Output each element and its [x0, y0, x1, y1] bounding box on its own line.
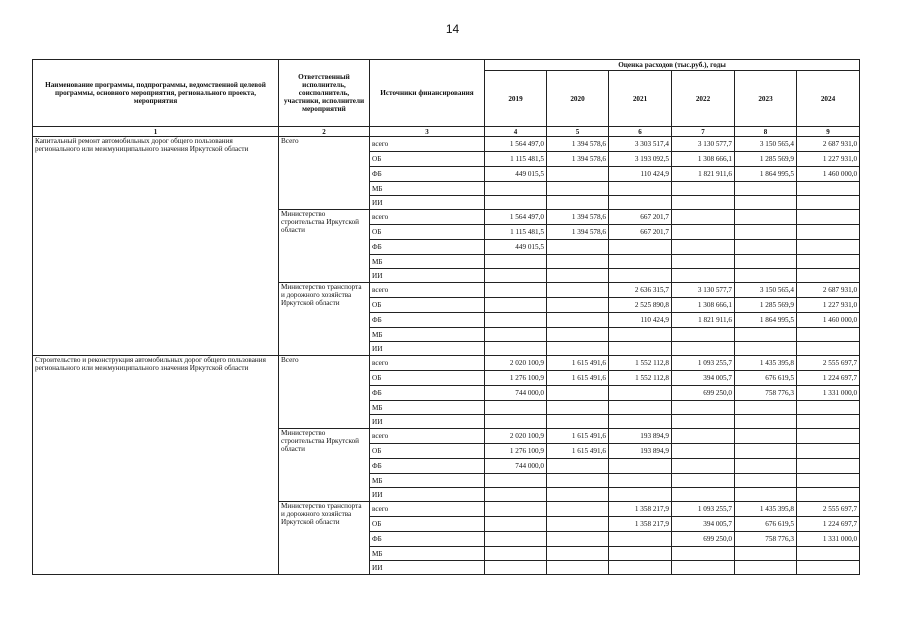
- amount-cell: 744 000,0: [485, 386, 547, 401]
- amount-cell: [735, 269, 797, 283]
- funding-source: ФБ: [370, 386, 485, 401]
- amount-cell: 3 150 565,4: [735, 283, 797, 298]
- amount-cell: [797, 547, 860, 561]
- amount-cell: [735, 474, 797, 488]
- amount-cell: 110 424,9: [609, 167, 672, 182]
- amount-cell: [547, 298, 609, 313]
- amount-cell: 1 864 995,5: [735, 167, 797, 182]
- amount-cell: [609, 459, 672, 474]
- amount-cell: [797, 474, 860, 488]
- amount-cell: [609, 255, 672, 269]
- amount-cell: [547, 342, 609, 356]
- column-number: 3: [370, 127, 485, 137]
- amount-cell: [797, 342, 860, 356]
- amount-cell: [485, 415, 547, 429]
- amount-cell: [485, 561, 547, 575]
- amount-cell: [672, 342, 735, 356]
- funding-source: ОБ: [370, 517, 485, 532]
- amount-cell: 2 020 100,9: [485, 356, 547, 371]
- executor-name: Министерство строительства Иркутской области: [279, 210, 370, 283]
- amount-cell: 1 821 911,6: [672, 313, 735, 328]
- amount-cell: [672, 547, 735, 561]
- amount-cell: 1 615 491,6: [547, 371, 609, 386]
- amount-cell: 1 394 578,6: [547, 137, 609, 152]
- amount-cell: [547, 255, 609, 269]
- funding-source: МБ: [370, 547, 485, 561]
- amount-cell: [797, 561, 860, 575]
- funding-source: ФБ: [370, 459, 485, 474]
- amount-cell: 1 435 395,8: [735, 356, 797, 371]
- amount-cell: [547, 415, 609, 429]
- amount-cell: 3 193 092,5: [609, 152, 672, 167]
- header-year: 2024: [797, 71, 860, 127]
- amount-cell: [485, 488, 547, 502]
- amount-cell: [797, 488, 860, 502]
- amount-cell: [547, 401, 609, 415]
- amount-cell: 394 005,7: [672, 517, 735, 532]
- amount-cell: [485, 182, 547, 196]
- funding-source: ИИ: [370, 196, 485, 210]
- amount-cell: [547, 196, 609, 210]
- header-year: 2022: [672, 71, 735, 127]
- funding-source: ИИ: [370, 269, 485, 283]
- amount-cell: [547, 283, 609, 298]
- table-row: [33, 356, 860, 371]
- header-source: Источники финансирования: [370, 60, 485, 127]
- amount-cell: [547, 182, 609, 196]
- amount-cell: 3 303 517,4: [609, 137, 672, 152]
- amount-cell: 1 115 481,5: [485, 225, 547, 240]
- amount-cell: 667 201,7: [609, 225, 672, 240]
- amount-cell: [735, 561, 797, 575]
- amount-cell: [485, 298, 547, 313]
- amount-cell: [672, 401, 735, 415]
- amount-cell: 676 619,5: [735, 371, 797, 386]
- amount-cell: [672, 415, 735, 429]
- amount-cell: 1 227 931,0: [797, 152, 860, 167]
- amount-cell: 1 394 578,6: [547, 225, 609, 240]
- amount-cell: [485, 196, 547, 210]
- amount-cell: [609, 488, 672, 502]
- funding-source: ИИ: [370, 488, 485, 502]
- amount-cell: 1 552 112,8: [609, 371, 672, 386]
- amount-cell: 1 308 666,1: [672, 152, 735, 167]
- amount-cell: [797, 182, 860, 196]
- amount-cell: 1 227 931,0: [797, 298, 860, 313]
- executor-name: Министерство транспорта и дорожного хозяйства Иркутской области: [279, 502, 370, 575]
- header-year: 2019: [485, 71, 547, 127]
- amount-cell: 110 424,9: [609, 313, 672, 328]
- column-number: 2: [279, 127, 370, 137]
- amount-cell: 2 636 315,7: [609, 283, 672, 298]
- amount-cell: [547, 313, 609, 328]
- amount-cell: [735, 255, 797, 269]
- amount-cell: 1 285 569,9: [735, 152, 797, 167]
- amount-cell: [797, 225, 860, 240]
- funding-source: ФБ: [370, 532, 485, 547]
- funding-source: МБ: [370, 474, 485, 488]
- amount-cell: [547, 386, 609, 401]
- amount-cell: [485, 328, 547, 342]
- amount-cell: [797, 196, 860, 210]
- amount-cell: 394 005,7: [672, 371, 735, 386]
- amount-cell: 699 250,0: [672, 532, 735, 547]
- amount-cell: [672, 561, 735, 575]
- amount-cell: 1 460 000,0: [797, 167, 860, 182]
- amount-cell: 667 201,7: [609, 210, 672, 225]
- amount-cell: [797, 255, 860, 269]
- amount-cell: [672, 210, 735, 225]
- program-name: Строительство и реконструкция автомобильных дорог общего пользования регионального или межмуниципального значения Иркутской области: [33, 356, 279, 575]
- amount-cell: [547, 269, 609, 283]
- program-name: Капитальный ремонт автомобильных дорог общего пользования регионального или межмуниципального значения Иркутской области: [33, 137, 279, 356]
- amount-cell: 758 776,3: [735, 386, 797, 401]
- funding-source: всего: [370, 137, 485, 152]
- funding-source: МБ: [370, 328, 485, 342]
- column-number: 7: [672, 127, 735, 137]
- amount-cell: 1 552 112,8: [609, 356, 672, 371]
- amount-cell: 2 555 697,7: [797, 356, 860, 371]
- column-number: 4: [485, 127, 547, 137]
- amount-cell: 1 093 255,7: [672, 502, 735, 517]
- amount-cell: [547, 240, 609, 255]
- executor-name: Министерство транспорта и дорожного хозяйства Иркутской области: [279, 283, 370, 356]
- amount-cell: [485, 342, 547, 356]
- amount-cell: 2 555 697,7: [797, 502, 860, 517]
- amount-cell: [797, 240, 860, 255]
- amount-cell: [797, 328, 860, 342]
- amount-cell: [735, 429, 797, 444]
- amount-cell: 2 525 890,8: [609, 298, 672, 313]
- amount-cell: [735, 225, 797, 240]
- amount-cell: 1 224 697,7: [797, 371, 860, 386]
- amount-cell: 758 776,3: [735, 532, 797, 547]
- amount-cell: 1 564 497,0: [485, 210, 547, 225]
- amount-cell: [735, 210, 797, 225]
- header-year: 2023: [735, 71, 797, 127]
- funding-source: МБ: [370, 401, 485, 415]
- amount-cell: [485, 474, 547, 488]
- amount-cell: [547, 328, 609, 342]
- executor-name: Всего: [279, 137, 370, 210]
- funding-source: ОБ: [370, 152, 485, 167]
- amount-cell: [797, 444, 860, 459]
- amount-cell: [797, 401, 860, 415]
- amount-cell: [609, 182, 672, 196]
- amount-cell: [672, 488, 735, 502]
- amount-cell: [735, 196, 797, 210]
- table-row: [33, 137, 860, 152]
- funding-source: ОБ: [370, 444, 485, 459]
- amount-cell: 1 435 395,8: [735, 502, 797, 517]
- amount-cell: 193 894,9: [609, 429, 672, 444]
- funding-source: всего: [370, 429, 485, 444]
- amount-cell: 1 358 217,9: [609, 517, 672, 532]
- amount-cell: 1 331 000,0: [797, 386, 860, 401]
- amount-cell: 1 864 995,5: [735, 313, 797, 328]
- amount-cell: [735, 547, 797, 561]
- expenditure-table: [32, 59, 860, 575]
- header-estimate: Оценка расходов (тыс.руб.), годы: [485, 60, 860, 71]
- amount-cell: [609, 386, 672, 401]
- amount-cell: [609, 196, 672, 210]
- amount-cell: 1 115 481,5: [485, 152, 547, 167]
- amount-cell: [735, 342, 797, 356]
- amount-cell: [735, 401, 797, 415]
- funding-source: ИИ: [370, 342, 485, 356]
- amount-cell: [547, 167, 609, 182]
- header-year: 2021: [609, 71, 672, 127]
- column-number: 1: [33, 127, 279, 137]
- amount-cell: [735, 328, 797, 342]
- amount-cell: 699 250,0: [672, 386, 735, 401]
- amount-cell: 3 130 577,7: [672, 283, 735, 298]
- amount-cell: [485, 313, 547, 328]
- amount-cell: [735, 415, 797, 429]
- amount-cell: 1 615 491,6: [547, 429, 609, 444]
- amount-cell: [735, 459, 797, 474]
- amount-cell: [735, 240, 797, 255]
- executor-name: Министерство строительства Иркутской области: [279, 429, 370, 502]
- amount-cell: [485, 502, 547, 517]
- amount-cell: 1 276 100,9: [485, 444, 547, 459]
- amount-cell: [485, 517, 547, 532]
- amount-cell: 1 615 491,6: [547, 356, 609, 371]
- amount-cell: [609, 474, 672, 488]
- amount-cell: 1 460 000,0: [797, 313, 860, 328]
- amount-cell: [609, 532, 672, 547]
- executor-name: Всего: [279, 356, 370, 429]
- amount-cell: 744 000,0: [485, 459, 547, 474]
- amount-cell: [547, 532, 609, 547]
- funding-source: всего: [370, 356, 485, 371]
- amount-cell: [672, 328, 735, 342]
- amount-cell: [609, 240, 672, 255]
- amount-cell: 1 308 666,1: [672, 298, 735, 313]
- header-year: 2020: [547, 71, 609, 127]
- amount-cell: [797, 415, 860, 429]
- column-number: 8: [735, 127, 797, 137]
- funding-source: ФБ: [370, 313, 485, 328]
- amount-cell: [547, 474, 609, 488]
- funding-source: ОБ: [370, 298, 485, 313]
- amount-cell: 1 093 255,7: [672, 356, 735, 371]
- amount-cell: [609, 342, 672, 356]
- amount-cell: [547, 502, 609, 517]
- amount-cell: [672, 255, 735, 269]
- page-number: 14: [445, 22, 460, 36]
- amount-cell: [547, 547, 609, 561]
- header-executor: Ответственный исполнитель, соисполнитель, участники, исполнители мероприятий: [279, 60, 370, 127]
- amount-cell: [547, 488, 609, 502]
- amount-cell: 193 894,9: [609, 444, 672, 459]
- amount-cell: [609, 547, 672, 561]
- amount-cell: [672, 429, 735, 444]
- amount-cell: 1 276 100,9: [485, 371, 547, 386]
- funding-source: МБ: [370, 255, 485, 269]
- amount-cell: [672, 269, 735, 283]
- amount-cell: [547, 517, 609, 532]
- funding-source: всего: [370, 210, 485, 225]
- funding-source: ОБ: [370, 371, 485, 386]
- amount-cell: [672, 240, 735, 255]
- amount-cell: [609, 269, 672, 283]
- amount-cell: [609, 415, 672, 429]
- amount-cell: [797, 269, 860, 283]
- amount-cell: [485, 255, 547, 269]
- amount-cell: [609, 328, 672, 342]
- amount-cell: [672, 196, 735, 210]
- amount-cell: 449 015,5: [485, 240, 547, 255]
- funding-source: ИИ: [370, 561, 485, 575]
- amount-cell: 1 285 569,9: [735, 298, 797, 313]
- amount-cell: 3 130 577,7: [672, 137, 735, 152]
- amount-cell: [672, 182, 735, 196]
- amount-cell: [797, 459, 860, 474]
- amount-cell: 1 224 697,7: [797, 517, 860, 532]
- funding-source: ОБ: [370, 225, 485, 240]
- funding-source: ИИ: [370, 415, 485, 429]
- amount-cell: [735, 444, 797, 459]
- amount-cell: [609, 401, 672, 415]
- funding-source: всего: [370, 283, 485, 298]
- amount-cell: 3 150 565,4: [735, 137, 797, 152]
- amount-cell: 1 358 217,9: [609, 502, 672, 517]
- amount-cell: [485, 532, 547, 547]
- funding-source: всего: [370, 502, 485, 517]
- amount-cell: [485, 547, 547, 561]
- amount-cell: 1 394 578,6: [547, 152, 609, 167]
- amount-cell: [797, 210, 860, 225]
- column-number: 6: [609, 127, 672, 137]
- amount-cell: [672, 459, 735, 474]
- amount-cell: [485, 401, 547, 415]
- amount-cell: 2 020 100,9: [485, 429, 547, 444]
- amount-cell: [672, 444, 735, 459]
- table-body: [33, 137, 860, 575]
- funding-source: МБ: [370, 182, 485, 196]
- header-program: Наименование программы, подпрограммы, ведомственной целевой программы, основного мероприятия, регионального проекта, мероприятия: [33, 60, 279, 127]
- amount-cell: [735, 182, 797, 196]
- amount-cell: [485, 283, 547, 298]
- amount-cell: 2 687 931,0: [797, 137, 860, 152]
- amount-cell: [735, 488, 797, 502]
- amount-cell: 1 564 497,0: [485, 137, 547, 152]
- funding-source: ФБ: [370, 167, 485, 182]
- amount-cell: 2 687 931,0: [797, 283, 860, 298]
- amount-cell: 1 615 491,6: [547, 444, 609, 459]
- amount-cell: [547, 459, 609, 474]
- amount-cell: 449 015,5: [485, 167, 547, 182]
- amount-cell: [797, 429, 860, 444]
- funding-source: ФБ: [370, 240, 485, 255]
- amount-cell: 676 619,5: [735, 517, 797, 532]
- amount-cell: [485, 269, 547, 283]
- amount-cell: [672, 474, 735, 488]
- column-number: 9: [797, 127, 860, 137]
- amount-cell: 1 821 911,6: [672, 167, 735, 182]
- amount-cell: 1 394 578,6: [547, 210, 609, 225]
- column-number: 5: [547, 127, 609, 137]
- amount-cell: [609, 561, 672, 575]
- amount-cell: [672, 225, 735, 240]
- amount-cell: 1 331 000,0: [797, 532, 860, 547]
- amount-cell: [547, 561, 609, 575]
